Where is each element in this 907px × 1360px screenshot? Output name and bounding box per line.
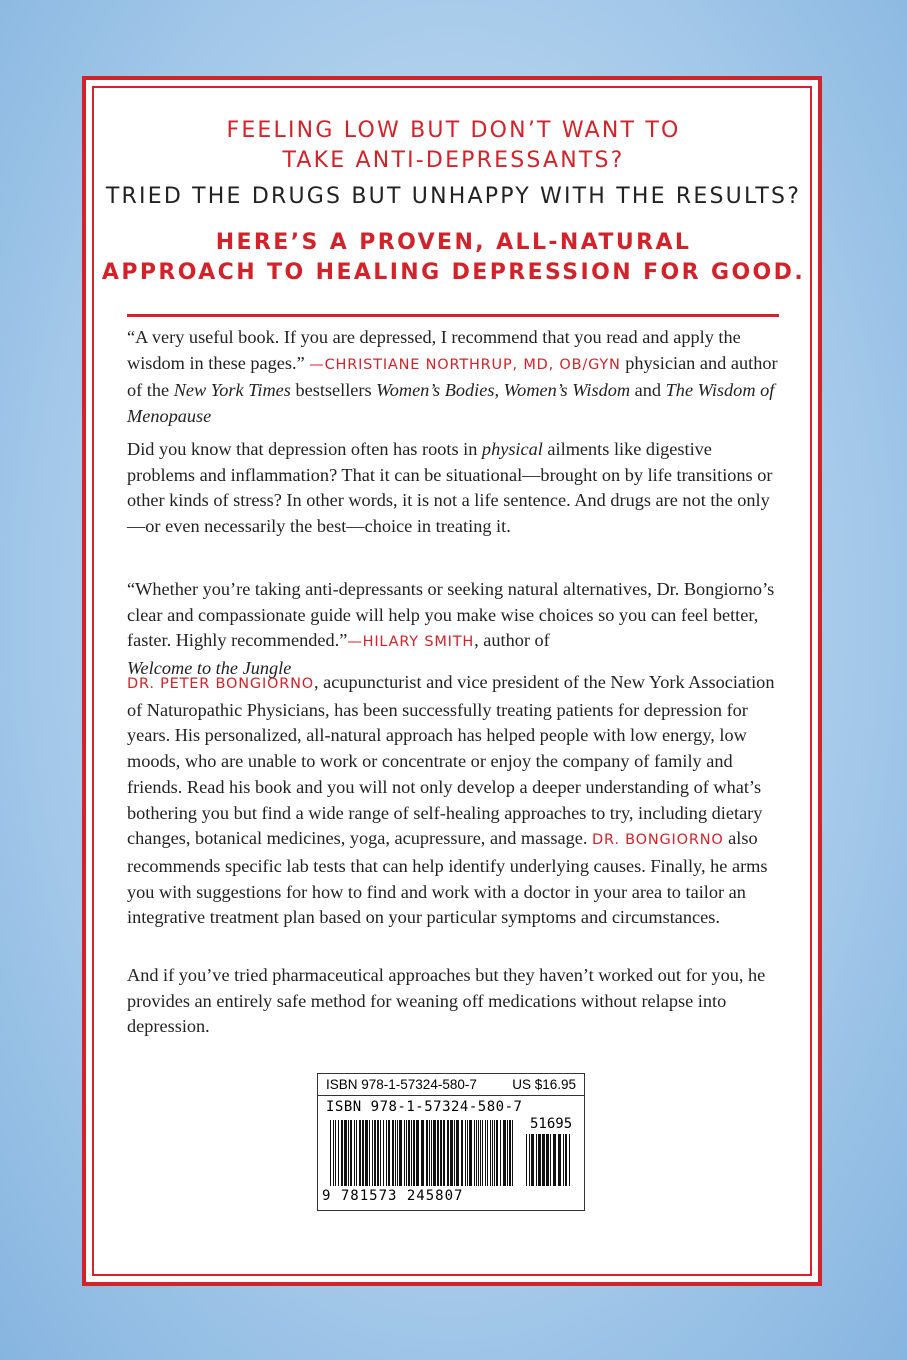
quote-desc: bestsellers	[290, 380, 377, 401]
author-name: DR. PETER BONGIORNO	[127, 676, 314, 692]
price-addon-digits: 51695	[530, 1116, 573, 1132]
ean-digits: 9 781573 245807	[322, 1188, 464, 1204]
isbn-label: ISBN 978-1-57324-580-7	[326, 1077, 477, 1092]
quote-author: —HILARY SMITH	[347, 634, 475, 651]
paragraph-intro	[127, 437, 783, 540]
quote-desc: physician and author of the	[127, 352, 778, 401]
headline-1b: TAKE ANTI-DEPRESSANTS?	[282, 148, 625, 173]
quote-desc: and	[630, 380, 666, 401]
emphasis: physical	[481, 439, 543, 459]
quote-text: “Whether you’re taking anti-depressants or seeking natural alternatives, Dr. Bongiorno’s clear and compassionate guide will help you make wise choices so you can feel better, faster. Highly recommended.”	[127, 579, 775, 651]
text-run: , acupuncturist and vice president of the New York Association of Naturopathic Physicians, has been successfully treating patients for depression for years. His personalized, all-natural approach has helped people with low energy, low moods, who are unable to work or concentrate or enjoy the company of family and friends. Read his book and you will not only develop a deeper understanding of what’s bothering you but find a wide range of self-healing approaches to try, including dietary changes, botanical medicines, yoga, acupressure, and massage.	[127, 672, 775, 849]
text-run: Did you know that depression often has roots in	[127, 439, 482, 459]
paragraph-closing: And if you’ve tried pharmaceutical approaches but they haven’t worked out for you, he provides an entirely safe method for weaning off medications without relapse into depression.	[127, 965, 766, 1037]
quote-author: —CHRISTIANE NORTHRUP, MD, OB/GYN	[309, 356, 621, 373]
author-name: DR. BONGIORNO	[592, 832, 724, 849]
isbn-mono: ISBN 978-1-57324-580-7	[326, 1099, 523, 1115]
text-run: also recommends specific lab tests that can help identify underlying causes. Finally, he arms you with suggestions for how to find and work with a doctor in your area to tailor an integrative treatment plan based on your particular symptoms and circumstances.	[127, 828, 768, 928]
headline-3b: APPROACH TO HEALING DEPRESSION FOR GOOD.	[101, 260, 806, 285]
book-title: Women’s Bodies, Women’s Wisdom	[376, 380, 631, 401]
isbn-price-line	[318, 1074, 584, 1096]
text-run: ailments like digestive problems and inflammation? That it can be situational—brought on by life transitions or other kinds of stress? In other words, it is not a life sentence. And drugs are not the only—or even necessarily the best—choice in treating it.	[127, 439, 773, 537]
quote-text: “A very useful book. If you are depressed, I recommend that you read and apply the wisdom in these pages.”	[127, 327, 741, 373]
barcode-box	[317, 1073, 585, 1211]
barcode-icon	[326, 1120, 576, 1186]
book-title: The Wisdom of Menopause	[127, 380, 775, 427]
book-title: Welcome to the Jungle	[127, 658, 292, 679]
headline-1a: FEELING LOW BUT DON’T WANT TO	[226, 118, 681, 143]
divider-rule	[127, 314, 779, 317]
headline-3a: HERE’S A PROVEN, ALL-NATURAL	[215, 230, 692, 255]
price-label: US $16.95	[512, 1077, 576, 1092]
headline-1	[0, 116, 907, 176]
publication-title: New York Times	[173, 380, 291, 401]
headline-2: TRIED THE DRUGS BUT UNHAPPY WITH THE RESULTS?	[105, 184, 802, 209]
blurb-smith	[127, 577, 783, 682]
blurb-northrup	[127, 325, 783, 430]
quote-desc: , author of	[474, 630, 550, 651]
headline-3	[0, 228, 907, 288]
paragraph-author-bio	[127, 670, 783, 931]
